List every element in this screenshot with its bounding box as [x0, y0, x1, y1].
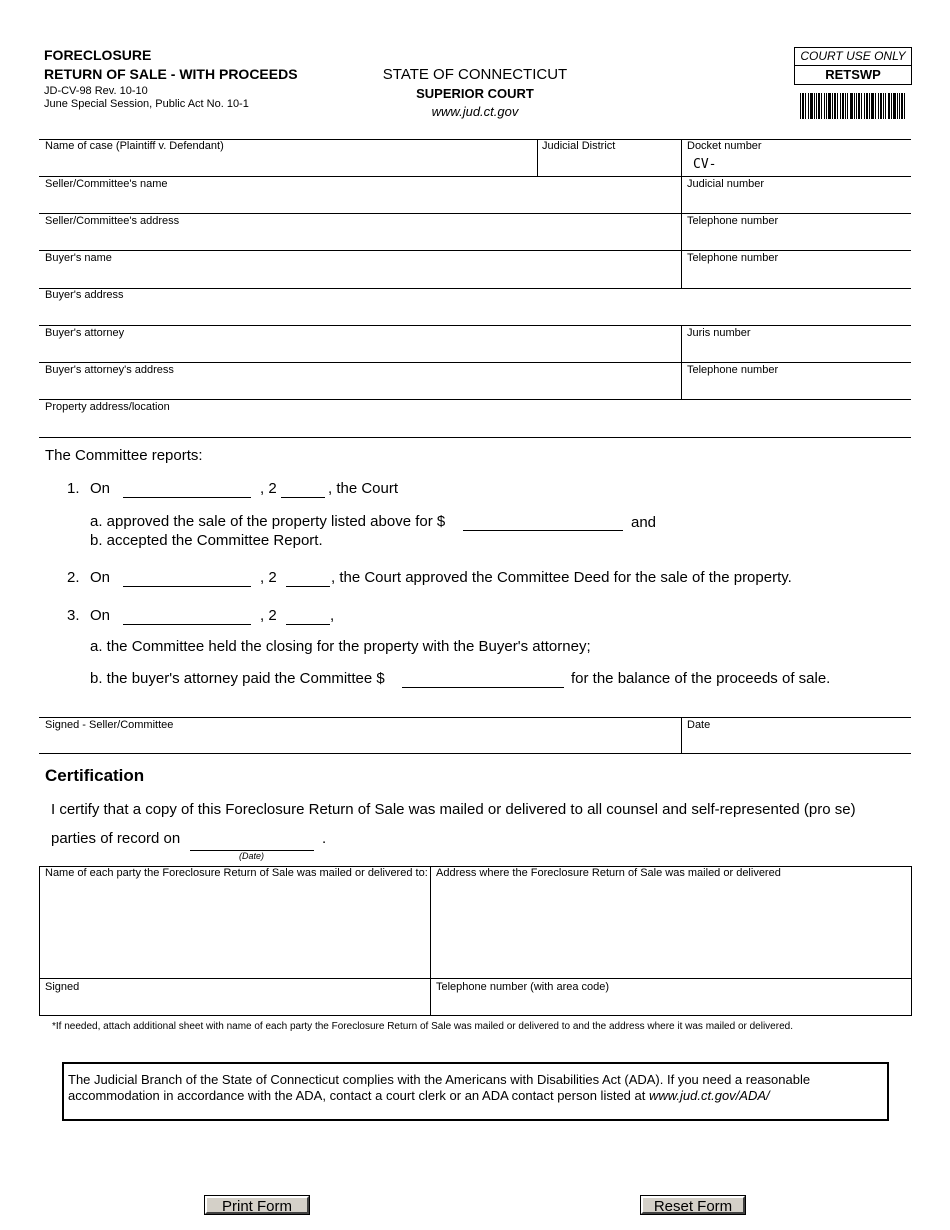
ada-notice-text: The Judicial Branch of the State of Connecticut complies with the Americans with Disabilities Act (ADA). If you need a reasonable accommodation in accordance with the ADA, contact a court clerk or an ADA contact person listed at	[68, 1072, 811, 1103]
footnote: *If needed, attach additional sheet with name of each party the Foreclosure Return of Sale was mailed or delivered to and the address where it was mailed or delivered.	[52, 1021, 793, 1032]
attorney-address-label: Buyer's attorney's address	[45, 364, 174, 376]
certification-signed-label: Signed	[45, 981, 80, 993]
item-3b-text: b. the buyer's attorney paid the Committee $	[90, 670, 385, 687]
docket-number-field[interactable]: CV-	[693, 157, 717, 172]
item-3-comma: ,	[330, 607, 335, 624]
item-1-on: On	[90, 480, 111, 497]
proceeds-amount-field[interactable]	[402, 687, 564, 688]
form-number: JD-CV-98 Rev. 10-10	[44, 85, 148, 97]
item-1-tail: , the Court	[328, 480, 399, 497]
party-names-label: Name of each party the Foreclosure Return of Sale was mailed or delivered to:	[45, 867, 428, 879]
item-1-date-field[interactable]	[123, 497, 251, 498]
ada-link[interactable]: www.jud.ct.gov/ADA/	[648, 1088, 770, 1103]
item-3-year-field[interactable]	[286, 624, 330, 625]
item-2-year-prefix: , 2	[260, 569, 277, 586]
juris-number-label: Juris number	[687, 327, 751, 339]
seller-signature-label: Signed - Seller/Committee	[45, 719, 174, 731]
certification-table	[39, 866, 912, 1016]
buyer-telephone-label: Telephone number	[687, 252, 779, 264]
sale-amount-field[interactable]	[463, 530, 623, 531]
seller-telephone-label: Telephone number	[687, 215, 779, 227]
item-1-number: 1.	[67, 480, 80, 497]
certification-period: .	[322, 830, 327, 847]
certification-parties-text: parties of record on	[51, 830, 181, 847]
form-title-line2: RETURN OF SALE - WITH PROCEEDS	[44, 66, 298, 82]
property-address-label: Property address/location	[45, 401, 170, 413]
court-name: SUPERIOR COURT	[416, 86, 534, 101]
certification-phone-label: Telephone number (with area code)	[436, 981, 610, 993]
item-2-number: 2.	[67, 569, 80, 586]
date-caption: (Date)	[239, 851, 265, 861]
item-2-date-field[interactable]	[123, 586, 251, 587]
court-use-only-label: COURT USE ONLY	[795, 48, 911, 66]
ada-notice-box	[62, 1062, 889, 1121]
item-1b-text: b. accepted the Committee Report.	[90, 532, 323, 549]
reset-form-button[interactable]: Reset Form	[641, 1196, 745, 1214]
item-3-year-prefix: , 2	[260, 607, 277, 624]
court-website[interactable]: www.jud.ct.gov	[431, 104, 519, 119]
state-name: STATE OF CONNECTICUT	[382, 66, 568, 83]
judicial-number-label: Judicial number	[687, 178, 765, 190]
attorney-telephone-label: Telephone number	[687, 364, 779, 376]
certification-statement: I certify that a copy of this Foreclosure Return of Sale was mailed or delivered to all counsel and self-represented (pro se)	[51, 801, 856, 818]
case-name-label: Name of case (Plaintiff v. Defendant)	[45, 140, 224, 152]
buyer-attorney-label: Buyer's attorney	[45, 327, 125, 339]
buyer-name-label: Buyer's name	[45, 252, 112, 264]
buyer-address-label: Buyer's address	[45, 289, 124, 301]
print-form-button[interactable]: Print Form	[205, 1196, 309, 1214]
item-2-year-field[interactable]	[286, 586, 330, 587]
item-3a-text: a. the Committee held the closing for the property with the Buyer's attorney;	[90, 638, 591, 655]
form-title-line1: FORECLOSURE	[44, 47, 152, 63]
certification-heading: Certification	[45, 766, 145, 785]
court-code: RETSWP	[825, 67, 881, 82]
signature-date-label: Date	[687, 719, 711, 731]
item-3-number: 3.	[67, 607, 80, 624]
docket-number-label: Docket number	[687, 140, 762, 152]
item-1-year-field[interactable]	[281, 497, 325, 498]
judicial-district-label: Judicial District	[542, 140, 616, 152]
court-use-box	[794, 47, 912, 85]
seller-address-label: Seller/Committee's address	[45, 215, 180, 227]
item-1-year-prefix: , 2	[260, 480, 277, 497]
item-2-tail: , the Court approved the Committee Deed for the sale of the property.	[331, 569, 792, 586]
session-info: June Special Session, Public Act No. 10-1	[44, 98, 249, 110]
committee-reports-intro: The Committee reports:	[45, 447, 203, 464]
party-addresses-label: Address where the Foreclosure Return of Sale was mailed or delivered	[436, 867, 781, 879]
barcode-image	[800, 93, 906, 119]
item-3-on: On	[90, 607, 111, 624]
item-3b-tail: for the balance of the proceeds of sale.	[571, 670, 831, 687]
item-3-date-field[interactable]	[123, 624, 251, 625]
item-1a-and: and	[631, 514, 657, 531]
seller-name-label: Seller/Committee's name	[45, 178, 168, 190]
item-2-on: On	[90, 569, 111, 586]
item-1a-text: a. approved the sale of the property listed above for $	[90, 513, 446, 530]
